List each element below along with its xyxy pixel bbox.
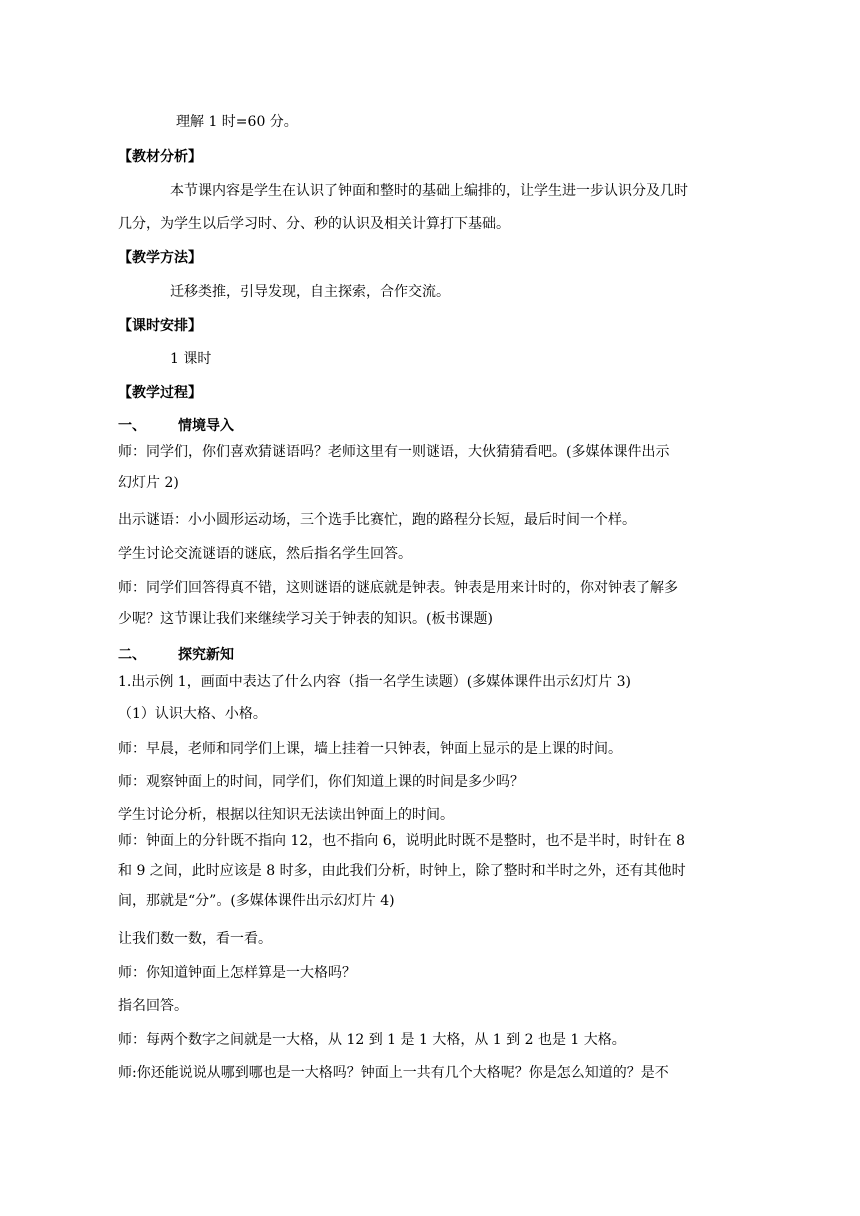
paragraph-line: （1）认识大格、小格。 [118, 706, 267, 722]
paragraph-line: 本节课内容是学生在认识了钟面和整时的基础上编排的，让学生进一步认识分及几时 [170, 183, 688, 199]
heading-materials: 【教材分析】 [118, 149, 202, 165]
section-number: 二、 [118, 647, 146, 663]
paragraph-line: 师：每两个数字之间就是一大格，从 12 到 1 是 1 大格，从 1 到 2 也是 1 大格。 [118, 1032, 626, 1048]
paragraph-line: 间，那就是“分”。(多媒体课件出示幻灯片 4) [118, 893, 395, 909]
paragraph-line: 和 9 之间，此时应该是 8 时多，由此我们分析，时钟上，除了整时和半时之外，还有其他时 [118, 863, 686, 879]
section-heading [118, 417, 234, 435]
section-heading [118, 646, 234, 664]
heading-methods: 【教学方法】 [118, 250, 202, 266]
paragraph-line: 1.出示例 1，画面中表达了什么内容（指一名学生读题）(多媒体课件出示幻灯片 3) [118, 674, 631, 690]
section-title: 情境导入 [178, 418, 234, 434]
paragraph-line: 让我们数一数，看一看。 [118, 931, 272, 947]
heading-process: 【教学过程】 [118, 385, 202, 401]
paragraph-line: 师：观察钟面上的时间，同学们，你们知道上课的时间是多少吗？ [118, 774, 524, 790]
paragraph-line: 师：同学们，你们喜欢猜谜语吗？老师这里有一则谜语，大伙猜猜看吧。(多媒体课件出示 [118, 444, 670, 460]
paragraph-line: 几分，为学生以后学习时、分、秒的认识及相关计算打下基础。 [118, 216, 510, 232]
paragraph-line: 师：早晨，老师和同学们上课，墙上挂着一只钟表，钟面上显示的是上课的时间。 [118, 741, 622, 757]
objective-line: 理解 1 时=60 分。 [176, 114, 298, 130]
paragraph-line: 学生讨论分析，根据以往知识无法读出钟面上的时间。 [118, 807, 454, 823]
paragraph-line: 师：同学们回答得真不错，这则谜语的谜底就是钟表。钟表是用来计时的，你对钟表了解多 [118, 580, 678, 596]
paragraph-line: 1 课时 [170, 351, 212, 367]
section-title: 探究新知 [178, 647, 234, 663]
heading-schedule: 【课时安排】 [118, 318, 202, 334]
paragraph-line: 迁移类推，引导发现，自主探索，合作交流。 [170, 284, 450, 300]
paragraph-line: 学生讨论交流谜语的谜底，然后指名学生回答。 [118, 546, 412, 562]
section-number: 一、 [118, 418, 146, 434]
paragraph-line: 少呢？这节课让我们来继续学习关于钟表的知识。(板书课题) [118, 611, 493, 627]
paragraph-line: 师：钟面上的分针既不指向 12，也不指向 6，说明此时既不是整时，也不是半时，时针在 8 [118, 833, 685, 849]
paragraph-line: 指名回答。 [118, 998, 188, 1014]
paragraph-line: 幻灯片 2) [118, 475, 179, 491]
paragraph-line: 师：你知道钟面上怎样算是一大格吗？ [118, 965, 356, 981]
paragraph-line: 师:你还能说说从哪到哪也是一大格吗？钟面上一共有几个大格呢？你是怎么知道的？是不 [118, 1065, 669, 1081]
paragraph-line: 出示谜语：小小圆形运动场，三个选手比赛忙，跑的路程分长短，最后时间一个样。 [118, 512, 636, 528]
